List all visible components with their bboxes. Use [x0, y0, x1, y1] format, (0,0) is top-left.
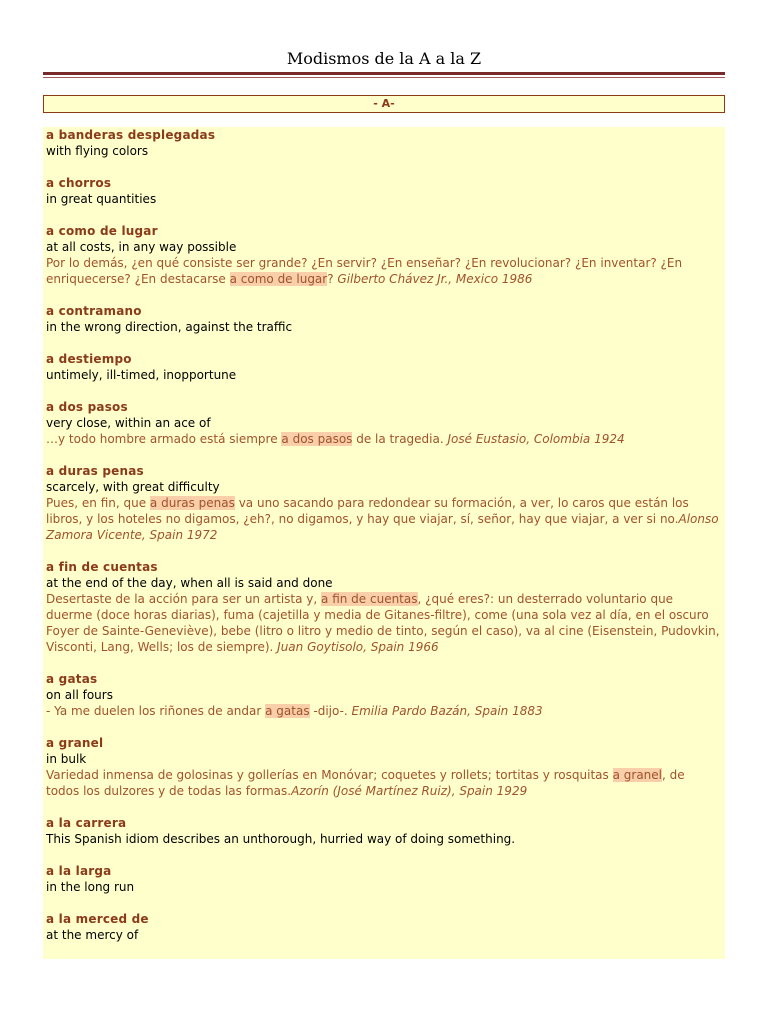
idiom-meaning: untimely, ill-timed, inopportune	[46, 368, 237, 382]
example-text-before: Pues, en fin, que	[46, 496, 150, 510]
example-text-after: de la tragedia.	[352, 432, 448, 446]
idiom-meaning: in bulk	[46, 752, 87, 766]
example-source: José Eustasio, Colombia 1924	[447, 432, 625, 446]
idiom-example	[46, 767, 721, 799]
idiom-term: a la carrera	[46, 816, 127, 830]
idiom-term: a banderas desplegadas	[46, 128, 216, 142]
idiom-entry	[46, 399, 721, 447]
example-text-before: - Ya me duelen los riñones de andar	[46, 704, 266, 718]
title-divider-thin	[43, 77, 725, 78]
idiom-meaning: in the long run	[46, 880, 135, 894]
example-text-before: Por lo demás, ¿en qué consiste ser grande? ¿En servir? ¿En enseñar? ¿En revolucionar? ¿En inventar? ¿En enriquecerse? ¿En destacarse	[46, 256, 683, 286]
idiom-entry	[46, 815, 721, 847]
example-text-after: ?	[327, 272, 338, 286]
example-source: Azorín (José Martínez Ruiz), Spain 1929	[291, 784, 528, 798]
idiom-highlight: a gatas	[265, 704, 310, 718]
idiom-term: a la larga	[46, 864, 112, 878]
example-text-after: -dijo-.	[309, 704, 352, 718]
idiom-term: a granel	[46, 736, 104, 750]
example-source: Juan Goytisolo, Spain 1966	[277, 640, 439, 654]
idiom-term: a dos pasos	[46, 400, 128, 414]
idiom-meaning: very close, within an ace of	[46, 416, 211, 430]
idiom-term: a contramano	[46, 304, 142, 318]
idiom-term: a destiempo	[46, 352, 132, 366]
idiom-meaning: on all fours	[46, 688, 113, 702]
idiom-entry	[46, 351, 721, 383]
idiom-highlight: a granel	[612, 768, 662, 782]
idiom-entry	[46, 223, 721, 287]
idiom-meaning: in great quantities	[46, 192, 157, 206]
entries-panel	[43, 127, 725, 959]
idiom-term: a chorros	[46, 176, 112, 190]
idiom-entry	[46, 127, 721, 159]
example-text-before: Desertaste de la acción para ser un artista y,	[46, 592, 322, 606]
idiom-meaning: at all costs, in any way possible	[46, 240, 237, 254]
idiom-highlight: a fin de cuentas	[321, 592, 418, 606]
idiom-term: a duras penas	[46, 464, 144, 478]
idiom-meaning: with flying colors	[46, 144, 149, 158]
idiom-highlight: a dos pasos	[281, 432, 353, 446]
entry-list	[43, 127, 725, 943]
idiom-entry	[46, 175, 721, 207]
example-source: Alonso Zamora Vicente, Spain 1972	[46, 512, 719, 542]
idiom-highlight: a duras penas	[149, 496, 235, 510]
idiom-example	[46, 591, 721, 655]
idiom-example	[46, 431, 721, 447]
example-text-after: va uno sacando para redondear su formación, a ver, lo caros que están los libros, y los hoteles no digamos, ¿eh?, no digamos, y hay que viajar, sí, señor, hay que viajar, a ver si no.	[46, 496, 689, 526]
example-text-before: Variedad inmensa de golosinas y gollerías en Monóvar; coquetes y rollets; tortitas y rosquitas	[46, 768, 613, 782]
idiom-entry	[46, 463, 721, 543]
idiom-meaning: in the wrong direction, against the traffic	[46, 320, 293, 334]
idiom-term: a como de lugar	[46, 224, 158, 238]
idiom-example	[46, 703, 721, 719]
idiom-highlight: a como de lugar	[229, 272, 328, 286]
example-text-after: , de todos los dulzores y de todas las formas.	[46, 768, 685, 798]
idiom-entry	[46, 911, 721, 943]
idiom-meaning: scarcely, with great difficulty	[46, 480, 220, 494]
idiom-meaning: at the end of the day, when all is said and done	[46, 576, 333, 590]
idiom-term: a fin de cuentas	[46, 560, 158, 574]
idiom-example	[46, 495, 721, 543]
example-text-after: , ¿qué eres?: un desterrado voluntario que duerme (doce horas diarias), fuma (cajetilla y media de Gitanes-filtre), come (una sola vez al día, en el oscuro Foyer de Sainte-Geneviève), bebe (litro o litro y medio de tinto, según el caso), va al cine (Eisenstein, Pudovkin, Visconti, Lang, Wells; los de siempre).	[46, 592, 720, 654]
idiom-entry	[46, 735, 721, 799]
idiom-entry	[46, 559, 721, 655]
example-text-before: …y todo hombre armado está siempre	[46, 432, 282, 446]
idiom-term: a la merced de	[46, 912, 149, 926]
idiom-meaning: at the mercy of	[46, 928, 139, 942]
idiom-entry	[46, 863, 721, 895]
title-divider	[43, 72, 725, 75]
idiom-term: a gatas	[46, 672, 98, 686]
idiom-entry	[46, 303, 721, 335]
idiom-example	[46, 255, 721, 287]
idiom-meaning: This Spanish idiom describes an unthorough, hurried way of doing something.	[46, 832, 516, 846]
example-source: Emilia Pardo Bazán, Spain 1883	[351, 704, 543, 718]
page-title: Modismos de la A a la Z	[286, 49, 482, 68]
section-header-a: - A-	[43, 95, 725, 113]
example-source: Gilberto Chávez Jr., Mexico 1986	[337, 272, 533, 286]
idiom-entry	[46, 671, 721, 719]
